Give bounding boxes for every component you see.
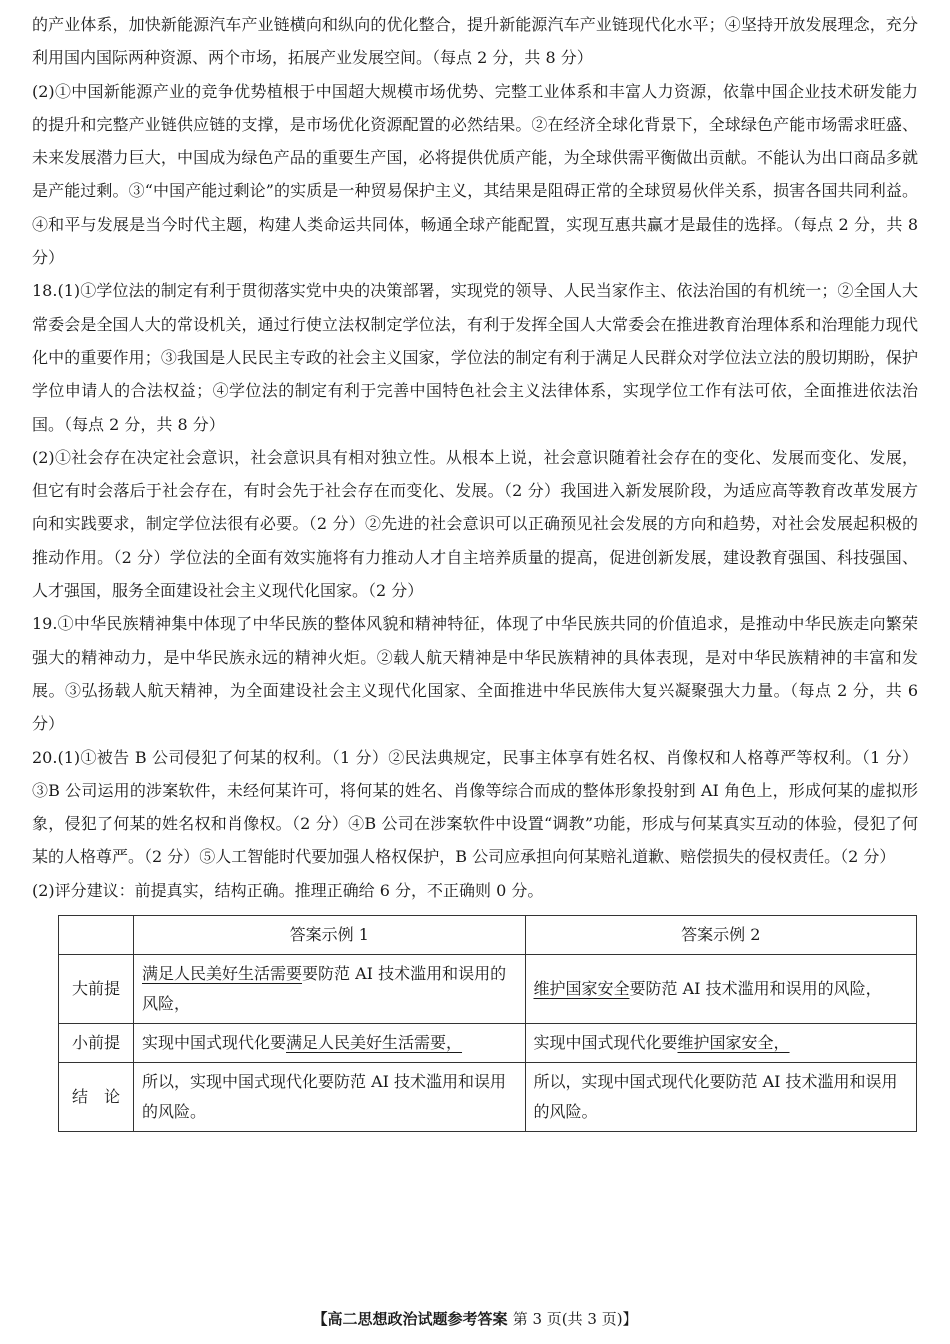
table-header-row [59,916,917,955]
underlined-text: 维护国家安全 [533,979,630,999]
cell-major-premise-1 [134,955,526,1024]
cell-conclusion-2: 所以，实现中国式现代化要防范 AI 技术滥用和误用的风险。 [525,1063,917,1132]
cell-minor-premise-1 [134,1024,526,1063]
footer-page-number: 第 3 页(共 3 页)】 [512,1310,638,1328]
underlined-text: 维护国家安全， [677,1033,790,1053]
row-label-conclusion: 结 论 [59,1063,134,1132]
paragraph-20-1: 20.(1)①被告 B 公司侵犯了何某的权利。（1 分）②民法典规定，民事主体享有姓名权、肖像权和人格尊严等权利。（1 分）③B 公司运用的涉案软件，未经何某许可，将何某的姓名、肖像等综合而成的整体形象投射到 AI 角色上，形成何某的虚拟形象，侵犯了何某的姓名权和肖像权。（2 分）④B 公司在涉案软件中设置“调教”功能，形成与何某真实互动的体验，侵犯了何某的人格尊严。（2 分）⑤人工智能时代要加强人格权保护，B 公司应承担向何某赔礼道歉、赔偿损失的侵权责任。（2 分） [32,747,918,867]
page-footer [0,1308,950,1329]
row-label-minor-premise: 小前提 [59,1024,134,1063]
paragraph-17-2: (2)①中国新能源产业的竞争优势植根于中国超大规模市场优势、完整工业体系和丰富人力资源，依靠中国企业技术研发能力的提升和完整产业链供应链的支撑，是市场优化资源配置的必然结果。②在经济全球化背景下，全球绿色产能市场需求旺盛、未来发展潜力巨大，中国成为绿色产品的重要生产国，必将提供优质产能，为全球供需平衡做出贡献。不能认为出口商品多就是产能过剩。③“中国产能过剩论”的实质是一种贸易保护主义，其结果是阻碍正常的全球贸易伙伴关系，损害各国共同利益。④和平与发展是当今时代主题，构建人类命运共同体，畅通全球产能配置，实现互惠共赢才是最佳的选择。（每点 2 分，共 8 分） [32,81,918,268]
table-row [59,1024,917,1063]
table-header-empty [59,916,134,955]
cell-minor-premise-2 [525,1024,917,1063]
cell-text: 实现中国式现代化要 [533,1033,678,1053]
cell-major-premise-2 [525,955,917,1024]
paragraph-18-1: 18.(1)①学位法的制定有利于贯彻落实党中央的决策部署，实现党的领导、人民当家作主、依法治国的有机统一；②全国人大常委会是全国人大的常设机关，通过行使立法权制定学位法，有利于发挥全国人大常委会在推进教育治理体系和治理能力现代化中的重要作用；③我国是人民民主专政的社会主义国家，学位法的制定有利于满足人民群众对学位法立法的殷切期盼，保护学位申请人的合法权益；④学位法的制定有利于完善中国特色社会主义法律体系，实现学位工作有法可依，全面推进依法治国。（每点 2 分，共 8 分） [32,281,918,434]
paragraph-18-2: (2)①社会存在决定社会意识，社会意识具有相对独立性。从根本上说，社会意识随着社会存在的变化、发展而变化、发展，但它有时会落后于社会存在，有时会先于社会存在而变化、发展。（2 分）我国进入新发展阶段，为适应高等教育改革发展方向和实践要求，制定学位法很有必要。（2 分）②先进的社会意识可以正确预见社会发展的方向和趋势，对社会发展起积极的推动作用。（2 分）学位法的全面有效实施将有力推动人才自主培养质量的提高，促进创新发展，建设教育强国、科技强国、人才强国，服务全面建设社会主义现代化国家。（2 分） [32,447,918,601]
table-header-example-1: 答案示例 1 [134,916,526,955]
syllogism-answer-table [58,915,917,1132]
paragraph-continuation: 的产业体系，加快新能源汽车产业链横向和纵向的优化整合，提升新能源汽车产业链现代化水平；④坚持开放发展理念，充分利用国内国际两种资源、两个市场，拓展产业发展空间。（每点 2 分，共 8 分） [32,15,918,68]
paragraph-20-2: (2)评分建议：前提真实，结构正确。推理正确给 6 分，不正确则 0 分。 [32,880,544,900]
table-row [59,1063,917,1132]
cell-text: 要防范 AI 技术滥用和误用的风险， [629,979,882,999]
table-header-example-2: 答案示例 2 [525,916,917,955]
cell-conclusion-1: 所以，实现中国式现代化要防范 AI 技术滥用和误用的风险。 [134,1063,526,1132]
underlined-text: 满足人民美好生活需要 [142,964,303,984]
underlined-text: 满足人民美好生活需要， [286,1033,463,1053]
table-row [59,955,917,1024]
cell-text: 要防范 AI 技术滥用和误用的风险， [142,964,507,1014]
paragraph-19: 19.①中华民族精神集中体现了中华民族的整体风貌和精神特征，体现了中华民族共同的价值追求，是推动中华民族走向繁荣强大的精神动力，是中华民族永远的精神火炬。②载人航天精神是中华民族精神的具体表现，是对中华民族精神的丰富和发展。③弘扬载人航天精神，为全面建设社会主义现代化国家、全面推进中华民族伟大复兴凝聚强大力量。（每点 2 分，共 6 分） [32,614,918,734]
row-label-major-premise: 大前提 [59,955,134,1024]
cell-text: 实现中国式现代化要 [142,1033,287,1053]
footer-title: 【高二思想政治试题参考答案 [312,1310,508,1328]
